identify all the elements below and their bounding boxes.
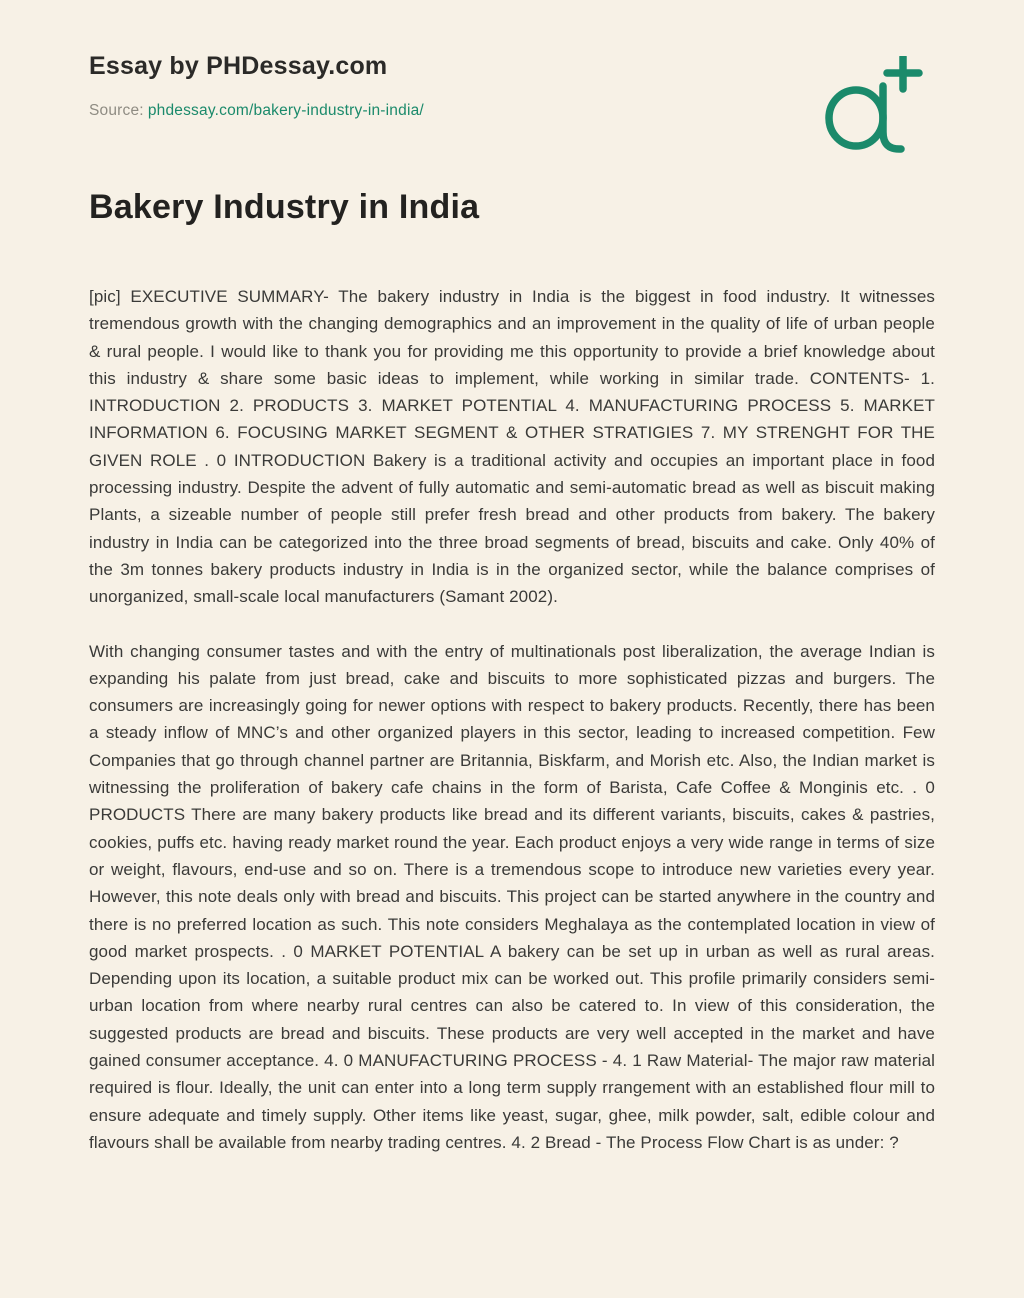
page-header xyxy=(89,48,935,120)
essay-paragraph: With changing consumer tastes and with the entry of multinationals post liberalization, the average Indian is expanding his palate from just bread, cake and biscuits to more sophisticated pizzas and burgers. The consumers are increasingly going for newer options with respect to bakery products. Recently, there has been a steady inflow of MNC’s and other organized players in this sector, leading to increased competition. Few Companies that go through channel partner are Britannia, Biskfarm, and Morish etc. Also, the Indian market is witnessing the proliferation of bakery cafe chains in the form of Barista, Cafe Coffee & Monginis etc. . 0 PRODUCTS There are many bakery products like bread and its different variants, biscuits, cakes & pastries, cookies, puffs etc. having ready market round the year. Each product enjoys a very wide range in terms of size or weight, flavours, end-use and so on. There is a tremendous scope to introduce new varieties every year. However, this note deals only with bread and biscuits. This project can be started anywhere in the country and there is no preferred location as such. This note considers Meghalaya as the contemplated location in view of good market prospects. . 0 MARKET POTENTIAL A bakery can be set up in urban as well as rural areas. Depending upon its location, a suitable product mix can be worked out. This profile primarily considers semi-urban location from where nearby rural centres can also be catered to. In view of this consideration, the suggested products are bread and biscuits. These products are very well accepted in the market and have gained consumer acceptance. 4. 0 MANUFACTURING PROCESS - 4. 1 Raw Material- The major raw material required is flour. Ideally, the unit can enter into a long term supply rrangement with an established flour mill to ensure adequate and timely supply. Other items like yeast, sugar, ghee, milk powder, salt, edible colour and flavours shall be available from nearby trading centres. 4. 2 Bread - The Process Flow Chart is as under: ? xyxy=(89,641,935,1152)
source-line xyxy=(89,102,935,120)
phdessay-a-plus-logo-icon xyxy=(823,56,923,158)
essay-body xyxy=(89,283,935,1156)
page-title: Bakery Industry in India xyxy=(89,188,480,226)
source-label: Source: xyxy=(89,102,144,119)
essay-paragraph: [pic] EXECUTIVE SUMMARY- The bakery industry in India is the biggest in food industry. It witnesses tremendous growth with the changing demographics and an improvement in the quality of life of urban people & rural people. I would like to thank you for providing me this opportunity to provide a brief knowledge about this industry & share some basic ideas to implement, while working in similar trade. CONTENTS- 1. INTRODUCTION 2. PRODUCTS 3. MARKET POTENTIAL 4. MANUFACTURING PROCESS 5. MARKET INFORMATION 6. FOCUSING MARKET SEGMENT & OTHER STRATIGIES 7. MY STRENGHT FOR THE GIVEN ROLE . 0 INTRODUCTION Bakery is a traditional activity and occupies an important place in food processing industry. Despite the advent of fully automatic and semi-automatic bread as well as biscuit making Plants, a sizeable number of people still prefer fresh bread and other products from bakery. The bakery industry in India can be categorized into the three broad segments of bread, biscuits and cake. Only 40% of the 3m tonnes bakery products industry in India is in the organized sector, while the balance comprises of unorganized, small-scale local manufacturers (Samant 2002). xyxy=(89,287,935,607)
essay-by-heading: Essay by PHDessay.com xyxy=(89,52,388,80)
source-link[interactable]: phdessay.com/bakery-industry-in-india/ xyxy=(147,102,424,119)
